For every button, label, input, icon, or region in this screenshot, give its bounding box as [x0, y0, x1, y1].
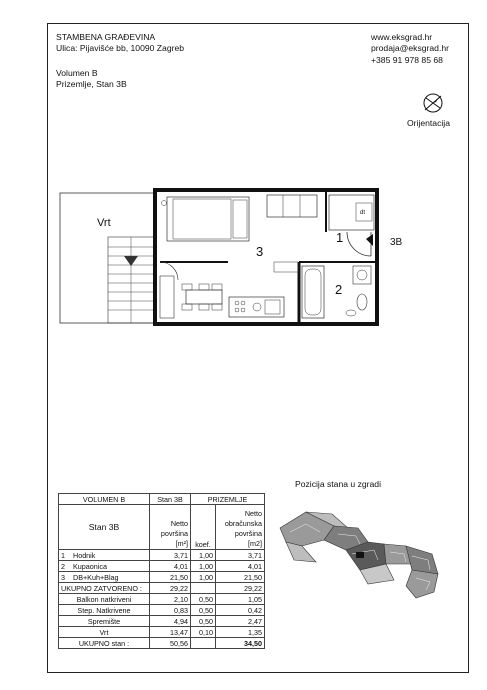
table-head-volume: VOLUMEN B	[59, 494, 150, 505]
room-1-label: 1	[336, 230, 344, 245]
table-row: 2 Kupaonica 4,01 1,00 4,01	[59, 561, 265, 572]
unit-name-cell: Stan 3B	[59, 505, 150, 550]
toilet	[357, 294, 367, 310]
entry-arrow	[366, 234, 373, 246]
address: Ulica: Pijavišće bb, 10090 Zagreb	[56, 43, 185, 53]
company-name: STAMBENA GRAĐEVINA	[56, 32, 156, 42]
unit-marker	[356, 552, 364, 558]
volume-label: Volumen B	[56, 68, 98, 78]
bed	[167, 197, 249, 241]
position-title: Pozicija stana u zgradi	[295, 479, 381, 489]
website-link[interactable]: www.eksgrad.hr	[371, 32, 433, 42]
door-arc	[347, 232, 371, 256]
table-row: Balkon natkriveni 2,10 0,50 1,05	[59, 594, 265, 605]
room-3-label: 3	[256, 244, 264, 259]
col-koef-header: koef.	[191, 505, 216, 550]
steps-lines	[108, 237, 154, 323]
orientation-label: Orijentacija	[407, 118, 450, 128]
table-row: 3 DB+Kuh+Blag 21,50 1,00 21,50	[59, 572, 265, 583]
col-netto-header: Netto površina [m²]	[150, 505, 191, 550]
unit-tag: 3B	[390, 237, 403, 248]
table-row: Spremište 4,94 0,50 2,47	[59, 616, 265, 627]
table-row: Step. Natkrivene 0,83 0,50 0,42	[59, 605, 265, 616]
wardrobe	[267, 195, 317, 217]
floor-unit-label: Prizemlje, Stan 3B	[56, 79, 127, 89]
washer	[353, 266, 371, 284]
table-row: 1 Hodnik 3,71 1,00 3,71	[59, 550, 265, 561]
table-row: Vrt 13,47 0,10 1,35	[59, 627, 265, 638]
room-2-label: 2	[335, 282, 343, 297]
stairs-arrow	[124, 256, 138, 266]
phone-number: +385 91 978 85 68	[371, 55, 443, 65]
dt-label: dt	[360, 210, 366, 216]
closet	[329, 195, 374, 230]
area-table	[58, 493, 265, 649]
dining-table	[186, 290, 222, 304]
garden-label: Vrt	[97, 217, 111, 229]
building-position-map	[276, 498, 456, 608]
garden-outline	[60, 193, 155, 323]
closed-total-row: UKUPNO ZATVORENO : 29,22 29,22	[59, 583, 265, 594]
email-link[interactable]: prodaja@eksgrad.hr	[371, 43, 449, 53]
grand-total-row: UKUPNO stan : 50,56 34,50	[59, 638, 265, 649]
table-head-floor: PRIZEMLJE	[191, 494, 265, 505]
table-head-unit: Stan 3B	[150, 494, 191, 505]
col-obr-header: Netto obračunska površina [m2]	[216, 505, 265, 550]
